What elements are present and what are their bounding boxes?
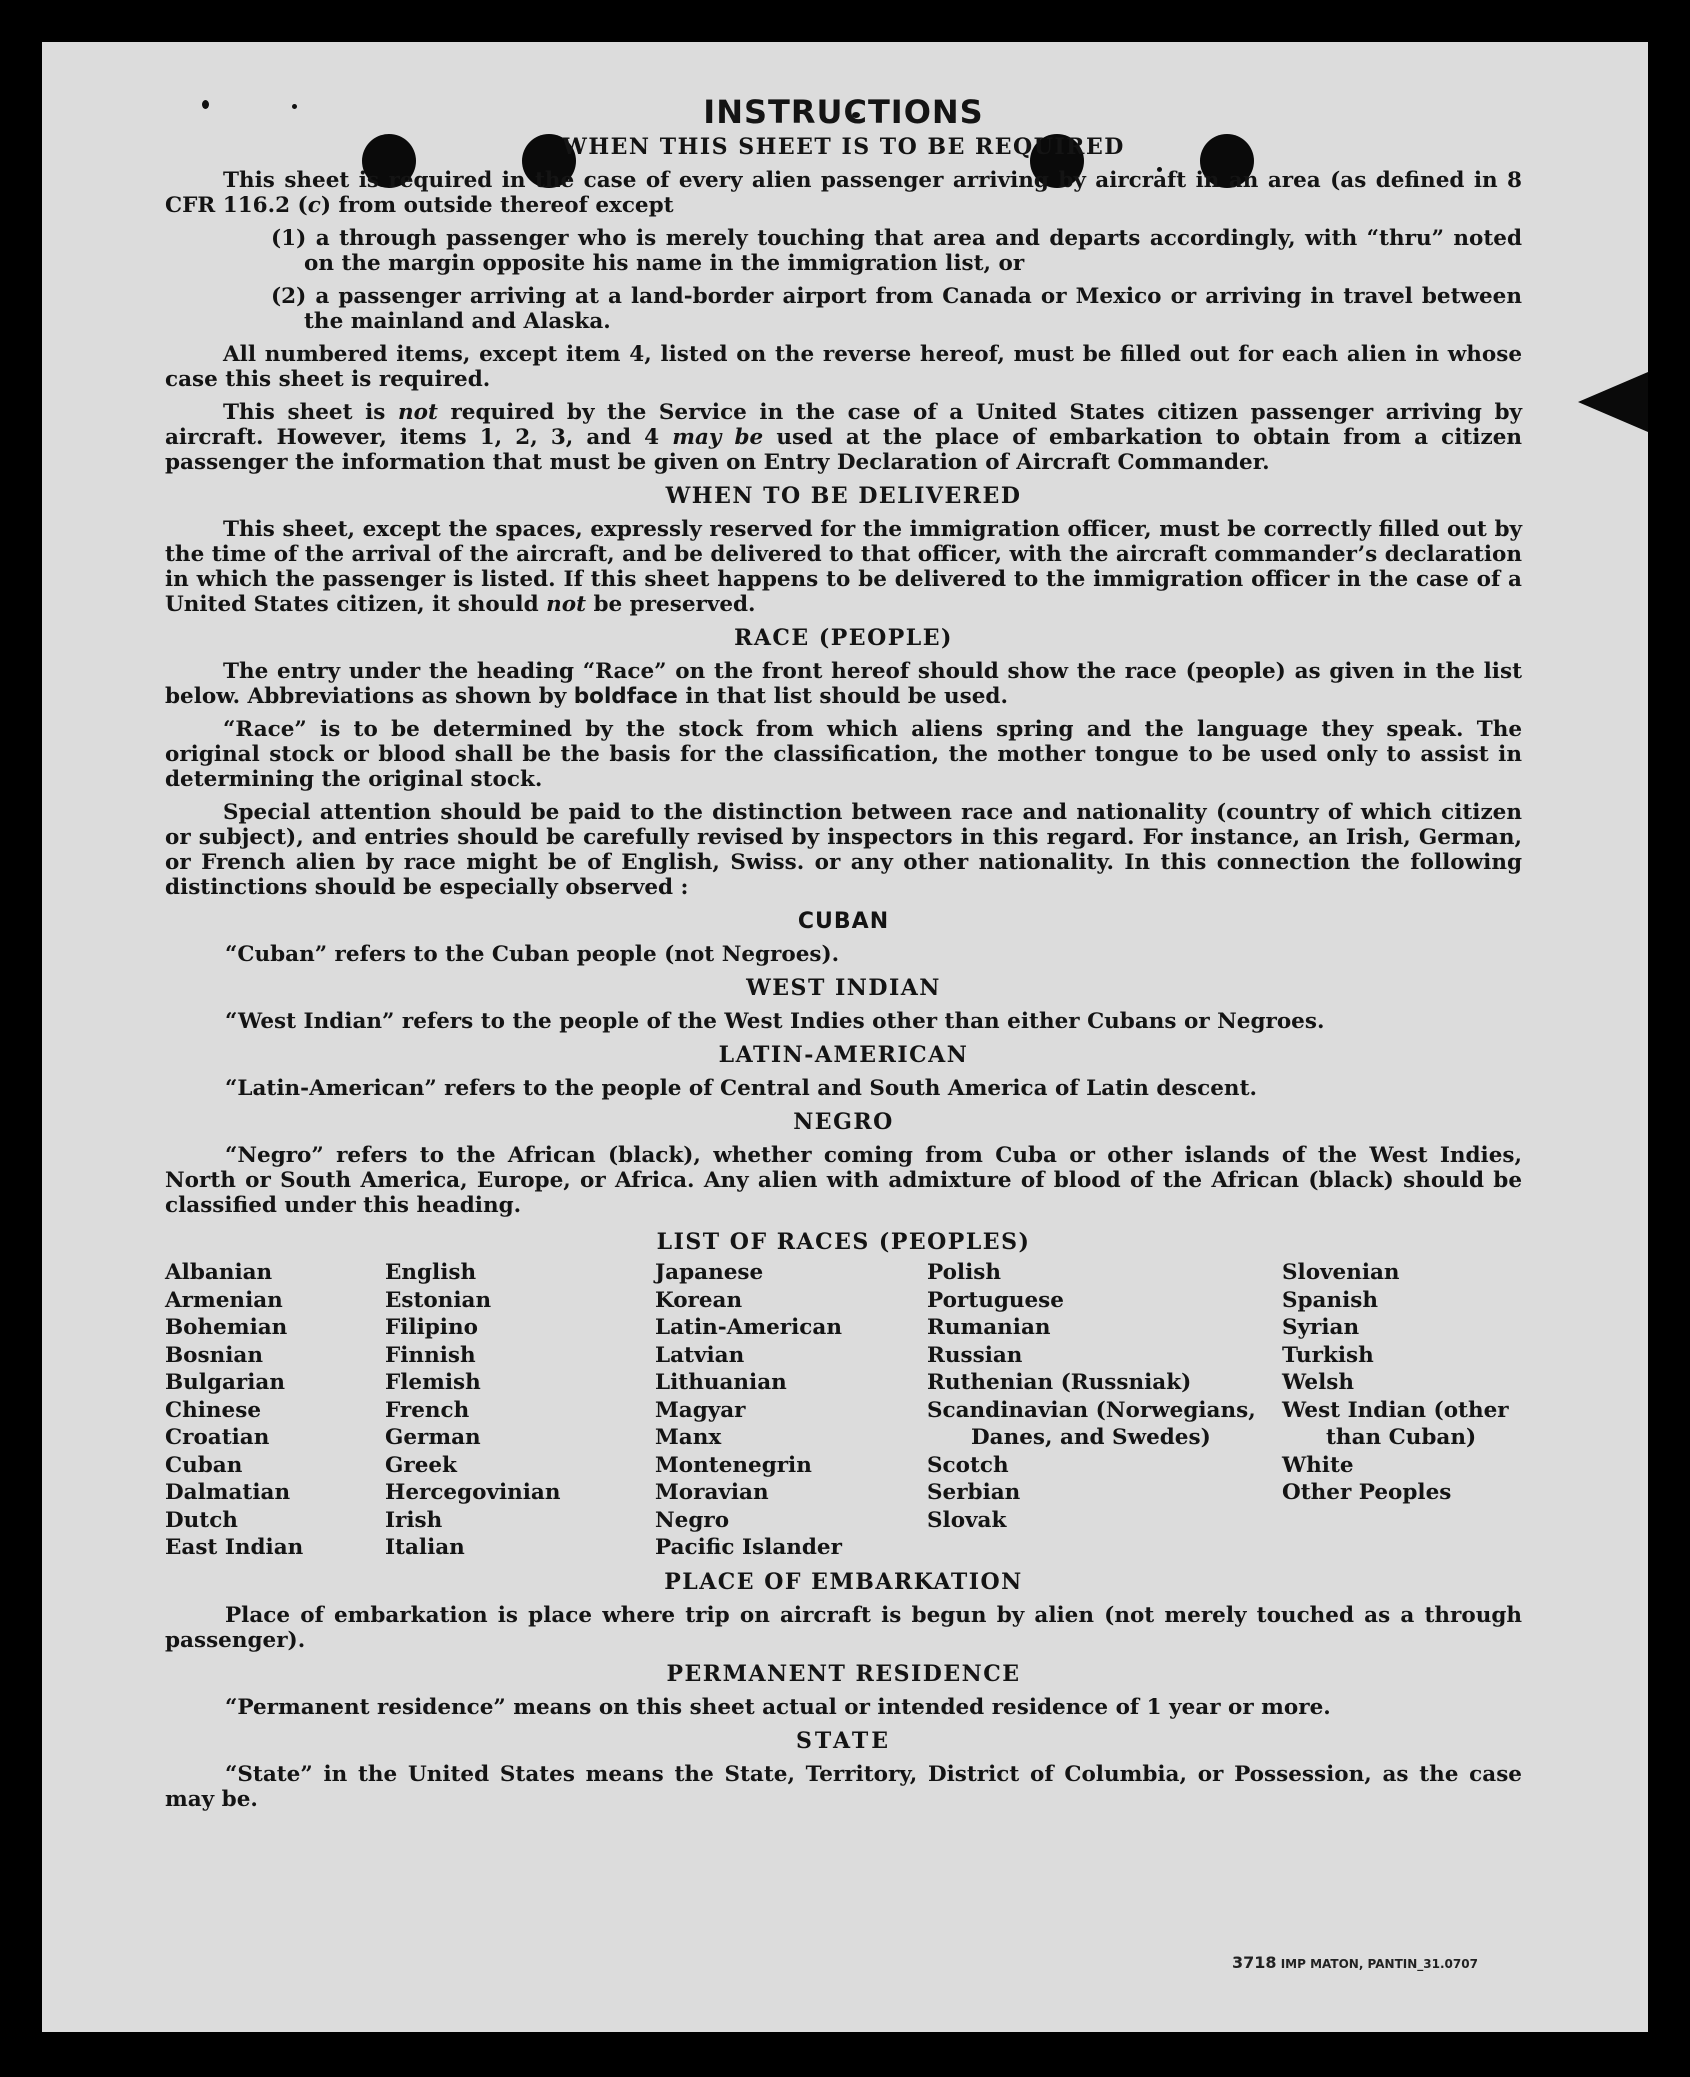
race-entry: Lithuanian xyxy=(655,1370,787,1395)
race-entry: Dutch xyxy=(165,1507,238,1533)
exception-item: (2) a passenger arriving at a land-border airport from Canada or Mexico or arriving in travel between the mainland and Alaska. xyxy=(271,284,1522,334)
race-entry: French xyxy=(385,1397,470,1423)
race-entry: White xyxy=(1282,1452,1354,1478)
race-entry: Hercegovinian xyxy=(385,1480,561,1505)
race-list xyxy=(165,1259,1522,1562)
race-entry: Croatian xyxy=(165,1425,270,1450)
exception-item: (1) a through passenger who is merely touching that area and departs accordingly, with “thru” noted on the margin opposite his name in the immigration list, or xyxy=(271,226,1522,276)
race-entry: Latvian xyxy=(655,1342,745,1368)
definition: “State” in the United States means the State, Territory, District of Columbia, or Possession, as the case may be. xyxy=(165,1761,1522,1812)
race-entry: Polish xyxy=(927,1260,1002,1285)
race-entry: Slovenian xyxy=(1282,1260,1400,1285)
race-entry: Italian xyxy=(385,1535,465,1560)
definition: “Negro” refers to the African (black), whether coming from Cuba or other islands of the West Indies, North or South America, Europe, or Africa. Any alien with admixture of blood of the African (black) should be classified under this heading. xyxy=(165,1143,1522,1218)
race-entry: Cuban xyxy=(165,1452,243,1478)
paragraph: All numbered items, except item 4, listed on the reverse hereof, must be filled out for each alien in whose case this sheet is required. xyxy=(165,342,1522,392)
torn-edge-mark xyxy=(1578,372,1648,432)
race-entry: Serbian xyxy=(927,1480,1021,1505)
section-heading: NEGRO xyxy=(793,1109,894,1135)
section-heading: RACE (PEOPLE) xyxy=(734,625,953,651)
definition: Place of embarkation is place where trip on aircraft is begun by alien (not merely touched as a through passenger). xyxy=(165,1602,1522,1653)
race-entry: Estonian xyxy=(385,1287,492,1313)
race-entry: Chinese xyxy=(165,1397,262,1423)
race-entry: Portuguese xyxy=(927,1287,1064,1313)
instructions-content xyxy=(165,93,1522,1818)
paragraph: This sheet is not required by the Service in the case of a United States citizen passenger arriving by aircraft. However, items 1, 2, 3, and 4 may be used at the place of embarkation to obtain from a citizen passenger the information that must be given on Entry Declaration of Aircraft Commander. xyxy=(165,400,1522,475)
race-entry: Turkish xyxy=(1282,1342,1374,1368)
race-entry: Bohemian xyxy=(165,1315,288,1340)
race-entry: Japanese xyxy=(655,1260,764,1285)
race-entry: Ruthenian (Russniak) xyxy=(927,1370,1192,1395)
race-entry: English xyxy=(385,1260,477,1285)
race-entry: Other Peoples xyxy=(1282,1480,1452,1505)
race-entry: Montenegrin xyxy=(655,1452,812,1478)
race-entry: Negro xyxy=(655,1507,730,1533)
race-entry: Armenian xyxy=(165,1287,283,1313)
race-entry: Magyar xyxy=(655,1397,746,1423)
race-entry: Dalmatian xyxy=(165,1480,291,1505)
page-title: INSTRUCTIONS xyxy=(703,93,984,131)
race-column xyxy=(385,1259,655,1562)
race-entry: German xyxy=(385,1425,481,1450)
section-heading: STATE xyxy=(795,1727,892,1754)
race-column xyxy=(165,1259,385,1562)
race-column xyxy=(1282,1259,1522,1562)
paragraph: The entry under the heading “Race” on the front hereof should show the race (people) as given in the list below. Abbreviations as shown by boldface in that list should be used. xyxy=(165,659,1522,709)
race-entry: Rumanian xyxy=(927,1315,1051,1340)
race-entry: Slovak xyxy=(927,1507,1007,1533)
race-entry: Flemish xyxy=(385,1370,481,1395)
race-entry: Latin-American xyxy=(655,1315,842,1340)
race-entry: West Indian (other than Cuban) xyxy=(1282,1397,1509,1450)
race-entry: Bulgarian xyxy=(165,1370,285,1395)
definition: “West Indian” refers to the people of the West Indies other than either Cubans or Negroes. xyxy=(225,1009,1325,1034)
race-entry: East Indian xyxy=(165,1535,304,1560)
definition: “Cuban” refers to the Cuban people (not Negroes). xyxy=(225,942,840,967)
section-heading: WEST INDIAN xyxy=(746,975,941,1001)
race-entry: Bosnian xyxy=(165,1342,263,1368)
race-entry: Syrian xyxy=(1282,1315,1360,1340)
race-entry: Greek xyxy=(385,1452,457,1478)
section-heading: WHEN TO BE DELIVERED xyxy=(665,483,1022,509)
definition: “Permanent residence” means on this sheet actual or intended residence of 1 year or more. xyxy=(225,1694,1331,1720)
race-entry: Irish xyxy=(385,1507,443,1533)
section-heading: PLACE OF EMBARKATION xyxy=(664,1568,1023,1595)
race-column xyxy=(655,1259,927,1562)
section-heading: WHEN THIS SHEET IS TO BE REQUIRED xyxy=(562,134,1125,160)
race-entry: Albanian xyxy=(165,1260,273,1285)
paragraph: This sheet, except the spaces, expressly reserved for the immigration officer, must be correctly filled out by the time of the arrival of the aircraft, and be delivered to that officer, with the aircraft commander’s declaration in which the passenger is listed. If this sheet happens to be delivered to the immigration officer in the case of a United States citizen, it should not be preserved. xyxy=(165,517,1522,617)
paragraph: Special attention should be paid to the distinction between race and nationality (country of which citizen or subject), and entries should be carefully revised by inspectors in this regard. For instance, an Irish, German, or French alien by race might be of English, Swiss. or any other nationality. In this connection the following distinctions should be especially observed : xyxy=(165,800,1522,900)
race-entry: Manx xyxy=(655,1425,722,1450)
race-entry: Moravian xyxy=(655,1480,769,1505)
race-entry: Pacific Islander xyxy=(655,1535,842,1560)
race-column xyxy=(927,1259,1282,1562)
section-heading: PERMANENT RESIDENCE xyxy=(666,1660,1021,1687)
race-entry: Russian xyxy=(927,1342,1023,1368)
race-entry: Filipino xyxy=(385,1315,478,1340)
race-entry: Korean xyxy=(655,1287,743,1313)
section-heading: LATIN-AMERICAN xyxy=(718,1042,969,1068)
definition: “Latin-American” refers to the people of Central and South America of Latin descent. xyxy=(225,1076,1257,1101)
race-entry: Scandinavian (Norwegians, Danes, and Swedes) xyxy=(927,1397,1256,1450)
section-heading: CUBAN xyxy=(797,909,890,934)
race-entry: Scotch xyxy=(927,1452,1009,1478)
race-entry: Finnish xyxy=(385,1342,476,1368)
paragraph: “Race” is to be determined by the stock from which aliens spring and the language they speak. The original stock or blood shall be the basis for the classification, the mother tongue to be used only to assist in determining the original stock. xyxy=(165,717,1522,792)
printer-imprint: 3718 IMP MATON, PANTIN_31.0707 xyxy=(1232,1953,1478,1972)
paragraph: This sheet is required in the case of every alien passenger arriving by aircraft in an area (as defined in 8 CFR 116.2 (c) from outside thereof except xyxy=(165,168,1522,218)
section-heading: LIST OF RACES (PEOPLES) xyxy=(656,1229,1031,1255)
race-entry: Welsh xyxy=(1282,1370,1354,1395)
race-entry: Spanish xyxy=(1282,1287,1379,1313)
